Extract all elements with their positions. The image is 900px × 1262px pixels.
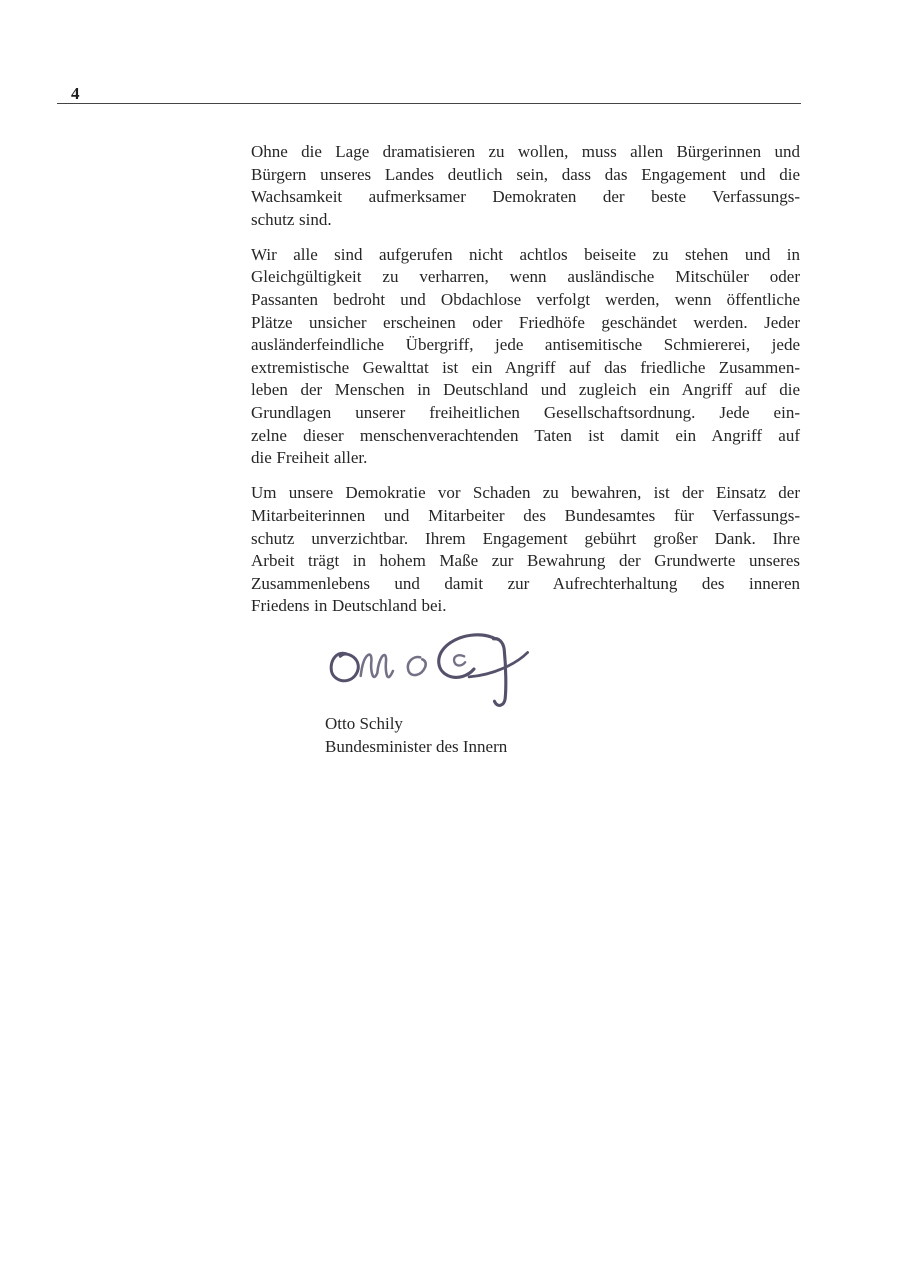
paragraph-line: Mitarbeiterinnen und Mitarbeiter des Bundesamtes für Verfassungs- bbox=[251, 505, 800, 525]
paragraph-line: die Freiheit aller. bbox=[251, 448, 368, 468]
paragraph-line: Grundlagen unserer freiheitlichen Gesellschaftsordnung. Jede ein- bbox=[251, 403, 800, 423]
paragraph-line: Plätze unsicher erscheinen oder Friedhöfe geschändet werden. Jeder bbox=[251, 312, 800, 332]
paragraph-line: Um unsere Demokratie vor Schaden zu bewahren, ist der Einsatz der bbox=[251, 483, 800, 503]
letter-body bbox=[251, 141, 800, 759]
paragraph-line: Ohne die Lage dramatisieren zu wollen, muss allen Bürgerinnen und bbox=[251, 142, 800, 161]
paragraph-line: leben der Menschen in Deutschland und zugleich ein Angriff auf die bbox=[251, 380, 800, 400]
paragraph-line: extremistische Gewalttat ist ein Angriff auf das friedliche Zusammen- bbox=[251, 357, 800, 377]
paragraph-line: Wachsamkeit aufmerksamer Demokraten der beste Verfassungs- bbox=[251, 187, 800, 207]
paragraph-line: Wir alle sind aufgerufen nicht achtlos beiseite zu stehen und in bbox=[251, 244, 800, 264]
paragraph-line: schutz sind. bbox=[251, 209, 332, 229]
paragraph-line: Zusammenlebens und damit zur Aufrechterhaltung des inneren bbox=[251, 573, 800, 593]
paragraph-line: Bürgern unseres Landes deutlich sein, dass das Engagement und die bbox=[251, 164, 800, 184]
paragraph bbox=[251, 141, 800, 231]
paragraph-line: ausländerfeindliche Übergriff, jede antisemitische Schmiererei, jede bbox=[251, 335, 800, 355]
header-rule bbox=[57, 103, 801, 104]
paragraphs-container bbox=[251, 141, 800, 618]
paragraph-line: Passanten bedroht und Obdachlose verfolgt werden, wenn öffentliche bbox=[251, 290, 800, 310]
paragraph-line: Friedens in Deutschland bei. bbox=[251, 596, 447, 616]
paragraph-line: Arbeit trägt in hohem Maße zur Bewahrung der Grundwerte unseres bbox=[251, 551, 800, 571]
paragraph-line: schutz unverzichtbar. Ihrem Engagement gebührt großer Dank. Ihre bbox=[251, 528, 800, 548]
paragraph bbox=[251, 244, 800, 470]
signatory-name: Otto Schily bbox=[325, 714, 403, 734]
signature-handwriting-icon bbox=[325, 630, 537, 712]
signatory-title: Bundesminister des Innern bbox=[325, 736, 508, 756]
signature-block bbox=[325, 630, 800, 758]
page-number: 4 bbox=[71, 84, 80, 103]
paragraph-line: zelne dieser menschenverachtenden Taten ist damit ein Angriff auf bbox=[251, 425, 800, 445]
paragraph-line: Gleichgültigkeit zu verharren, wenn ausländische Mitschüler oder bbox=[251, 267, 800, 287]
paragraph bbox=[251, 482, 800, 618]
